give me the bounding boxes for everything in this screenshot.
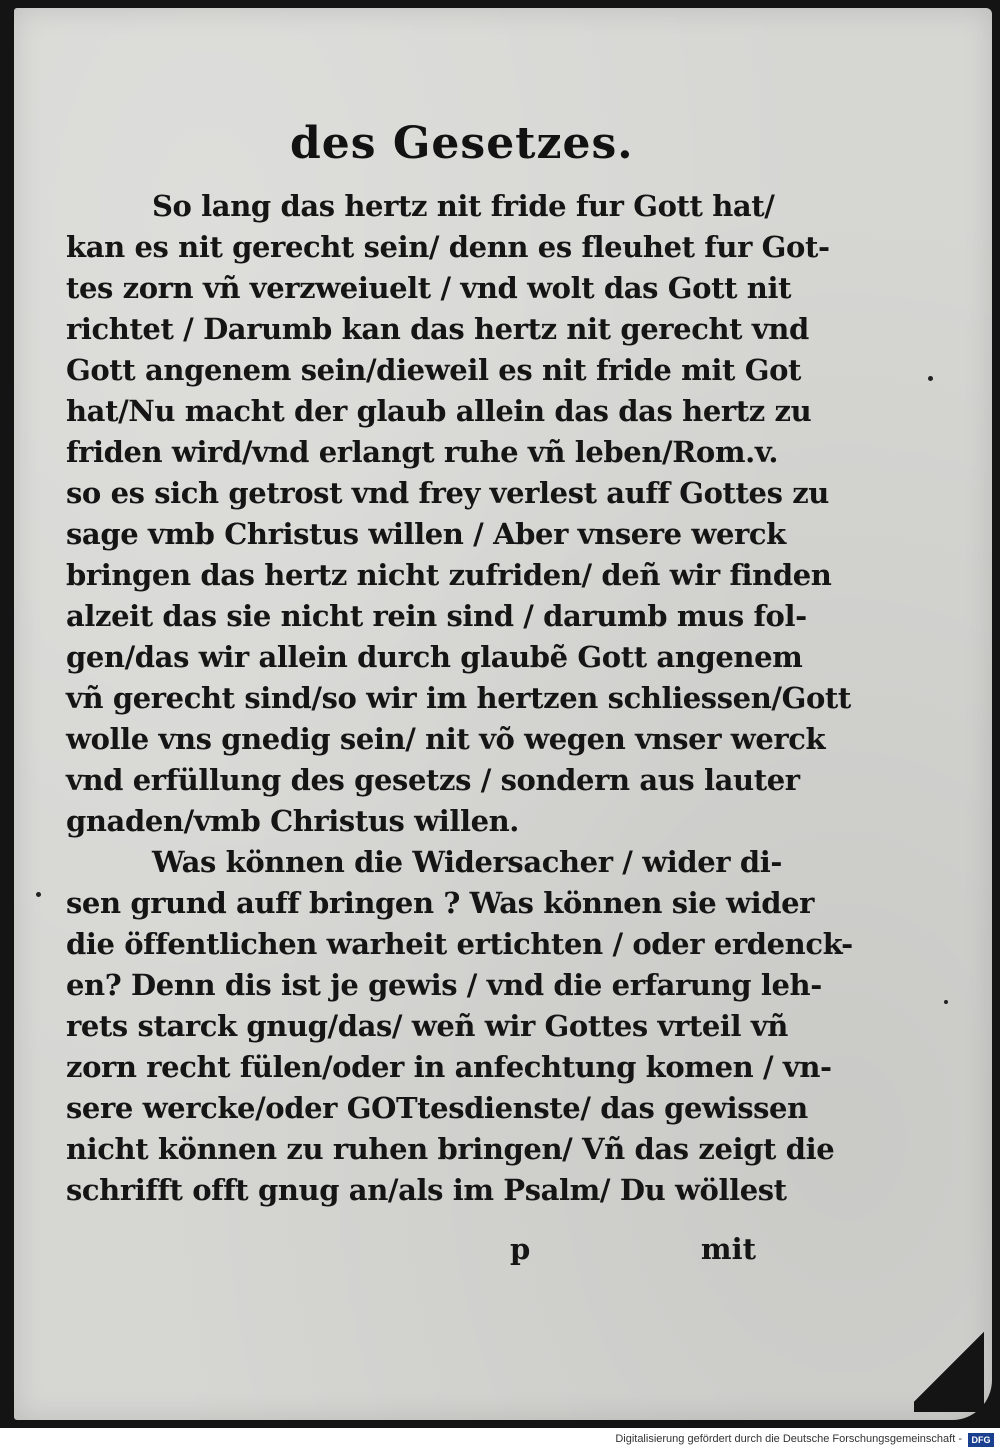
text-line: so es sich getrost vnd frey verlest auff Gottes zu xyxy=(66,476,829,510)
ink-speck xyxy=(928,376,933,381)
signature-mark: p xyxy=(510,1232,531,1266)
text-line: richtet / Darumb kan das hertz nit gerecht vnd xyxy=(66,312,809,346)
text-line: zorn recht fülen/oder in anfechtung komen / vn- xyxy=(66,1050,832,1084)
text-line: bringen das hertz nicht zufriden/ deñ wir finden xyxy=(66,558,832,592)
text-line: So lang das hertz nit fride fur Gott hat/ xyxy=(152,189,775,223)
text-line: Gott angenem sein/dieweil es nit fride mit Got xyxy=(66,353,802,387)
text-line: vnd erfüllung des gesetzs / sondern aus lauter xyxy=(66,763,800,797)
page-bottom-marks xyxy=(66,1232,756,1276)
body-text xyxy=(66,186,853,1211)
digitization-footer xyxy=(0,1428,1000,1453)
running-head: des Gesetzes. xyxy=(290,118,634,169)
text-line: schrifft offt gnug an/als im Psalm/ Du wöllest xyxy=(66,1173,787,1207)
catchword: mit xyxy=(700,1232,756,1266)
text-line: gnaden/vmb Christus willen. xyxy=(66,804,520,838)
text-line: vñ gerecht sind/so wir im hertzen schliessen/Gott xyxy=(66,681,851,715)
text-line: rets starck gnug/das/ weñ wir Gottes vrteil vñ xyxy=(66,1009,788,1043)
text-line: alzeit das sie nicht rein sind / darumb mus fol- xyxy=(66,599,807,633)
text-line: sere wercke/oder GOTtesdienste/ das gewissen xyxy=(66,1091,808,1125)
text-line: friden wird/vnd erlangt ruhe vñ leben/Rom.v. xyxy=(66,435,779,469)
text-line: wolle vns gnedig sein/ nit võ wegen vnser werck xyxy=(66,722,826,756)
folded-corner xyxy=(914,1322,984,1412)
text-line: en? Denn dis ist je gewis / vnd die erfarung leh- xyxy=(66,968,822,1002)
text-line: die öffentlichen warheit ertichten / oder erdenck- xyxy=(66,927,853,961)
text-line: sen grund auff bringen ? Was können sie wider xyxy=(66,886,815,920)
text-line: sage vmb Christus willen / Aber vnsere werck xyxy=(66,517,786,551)
text-line: tes zorn vñ verzweiuelt / vnd wolt das Gott nit xyxy=(66,271,792,305)
text-line: hat/Nu macht der glaub allein das das hertz zu xyxy=(66,394,812,428)
text-line: nicht können zu ruhen bringen/ Vñ das zeigt die xyxy=(66,1132,835,1166)
ink-speck xyxy=(944,1000,948,1004)
funding-credit: Digitalisierung gefördert durch die Deutsche Forschungsgemeinschaft - xyxy=(615,1433,962,1445)
text-line: gen/das wir allein durch glaubẽ Gott angenem xyxy=(66,640,803,674)
text-line: Was können die Widersacher / wider di- xyxy=(152,845,783,879)
text-line: kan es nit gerecht sein/ denn es fleuhet fur Got- xyxy=(66,230,830,264)
ink-speck xyxy=(36,892,41,897)
dfg-logo-icon: DFG xyxy=(968,1433,994,1447)
